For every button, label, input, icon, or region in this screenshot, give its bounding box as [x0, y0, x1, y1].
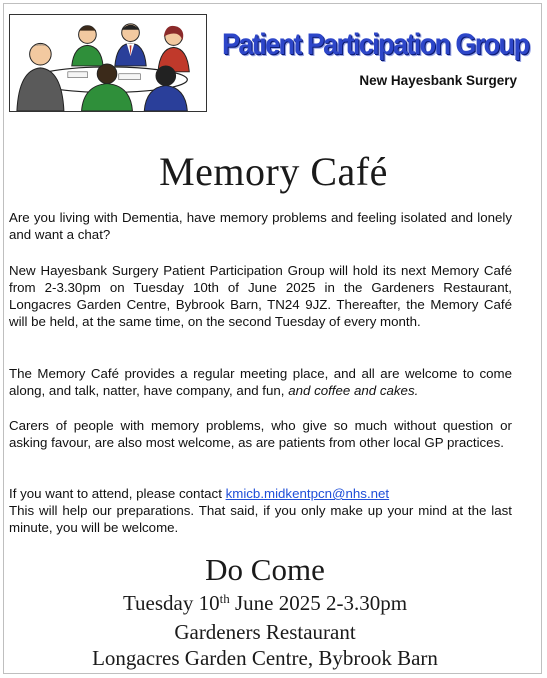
surgery-name: New Hayesbank Surgery [359, 73, 517, 88]
contact-rest: This will help our preparations. That said, if you only make up your mind at the last minute, you will be welcome. [9, 503, 512, 535]
event-venue-line: Gardeners Restaurant [174, 620, 356, 644]
cafe-description-paragraph [9, 365, 512, 399]
page-title: Memory Café [159, 149, 388, 194]
do-come-heading: Do Come [205, 552, 325, 587]
intro-paragraph: Are you living with Dementia, have memory problems and feeling isolated and lonely and want a chat? [9, 210, 512, 242]
event-date-prefix: Tuesday 10 [122, 591, 220, 615]
contact-intro: If you want to attend, please contact [9, 486, 226, 501]
event-location-line: Longacres Garden Centre, Bybrook Barn [92, 646, 438, 670]
contact-paragraph [9, 485, 512, 536]
people-around-table-clipart [10, 15, 206, 111]
meeting-people-illustration [9, 14, 207, 112]
carers-paragraph: Carers of people with memory problems, who give so much without question or asking favour, are also most welcome, as are patients from other local GP practices. [9, 418, 512, 450]
cafe-description-emphasis: and coffee and cakes. [288, 383, 419, 398]
event-date-rest: June 2025 2-3.30pm [229, 591, 408, 615]
event-date-ordinal: th [219, 591, 230, 606]
contact-email-link[interactable]: kmicb.midkentpcn@nhs.net [225, 486, 390, 501]
event-date-line [0, 591, 530, 616]
group-title: Patient Participation Group [222, 28, 529, 61]
cafe-description-text: The Memory Café provides a regular meeting place, and all are welcome to come along, and talk, natter, have company, and fun, [9, 366, 512, 398]
event-details-paragraph: New Hayesbank Surgery Patient Participation Group will hold its next Memory Café from 2-3.30pm on Tuesday 10th of June 2025 in the Gardeners Restaurant, Longacres Garden Centre, Bybrook Barn, TN24 9JZ. Thereafter, the Memory Café will be held, at the same time, on the second Tuesday of every month. [9, 263, 512, 329]
